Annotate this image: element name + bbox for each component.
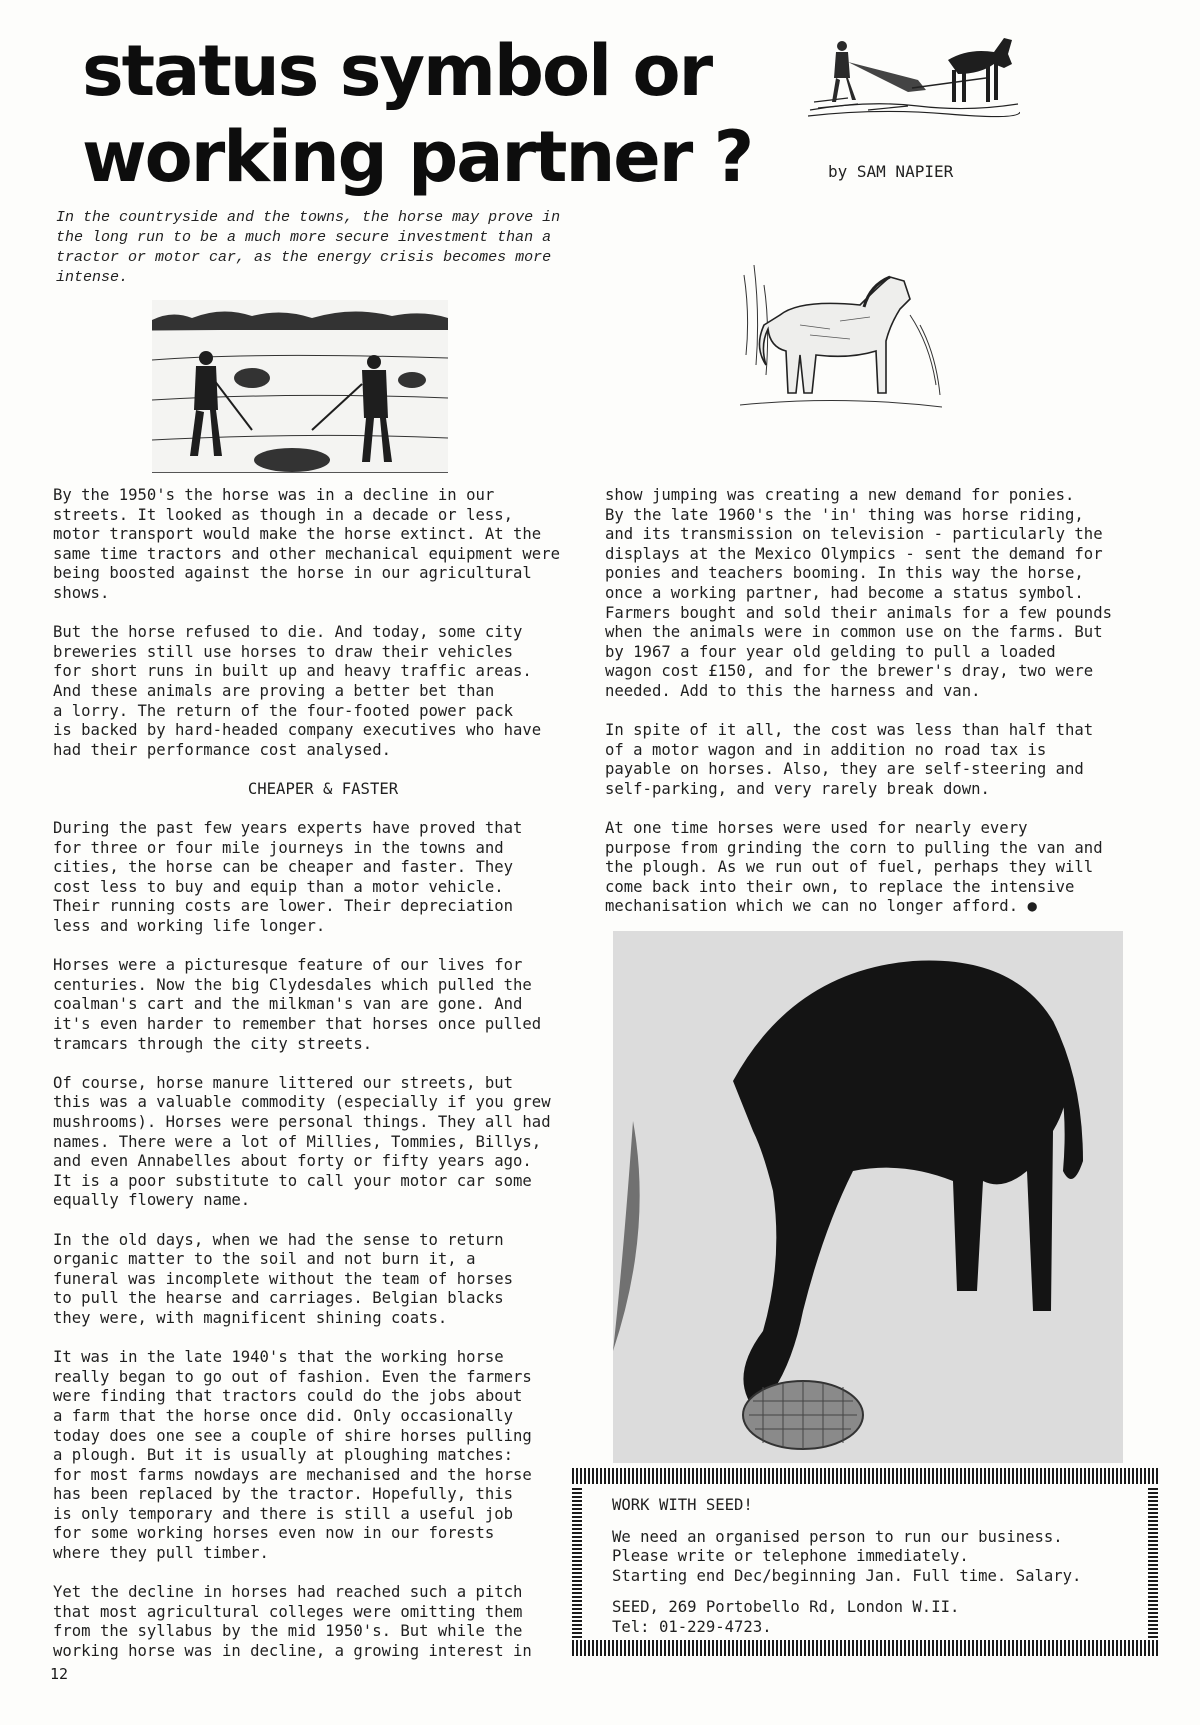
article-paragraph: Yet the decline in horses had reached such a pitch that most agricultural colleges were omitting them from the syllabus by the mid 1950's. But while the working horse was in decline, a growing interest in <box>53 1583 532 1661</box>
article-title: status symbol or working partner ? <box>82 30 753 198</box>
ad-address: SEED, 269 Portobello Rd, London W.II. Tel: 01-229-4723. <box>612 1598 960 1636</box>
article-left-column <box>53 486 593 1681</box>
article-paragraph: show jumping was creating a new demand for ponies. By the late 1960's the 'in' thing was horse riding, and its transmission on television - particularly the displays at the Mexico Olympics - sent the demand for ponies and teachers booming. In this way the horse, once a working partner, had become a status symbol. Farmers bought and sold their animals for a few pounds when the animals were in common use on the farms. But by 1967 a four year old gelding to pull a loaded wagon cost £150, and for the brewer's dray, two were needed. Add to this the harness and van. <box>605 486 1112 700</box>
seed-job-advert <box>572 1468 1158 1656</box>
article-intro: In the countryside and the towns, the horse may prove in the long run to be a much more secure investment than a tractor or motor car, as the energy crisis becomes more intense. <box>56 209 561 286</box>
article-paragraph: It was in the late 1940's that the working horse really began to go out of fashion. Even the farmers were finding that tractors could do the jobs about a farm that the horse once did. Only occasionally today does one see a couple of shire horses pulling a plough. But it is usually at ploughing matches: for most farms nowdays are mechanised and the horse has been replaced by the tractor. Hopefully, this is only temporary and there is still a useful job for some working horses even now in our forests where they pull timber. <box>53 1348 532 1563</box>
pony-illustration <box>740 255 942 415</box>
article-paragraph: During the past few years experts have proved that for three or four mile journeys in the towns and cities, the horse can be cheaper and faster. They cost less to buy and equip than a motor vehicle. Their running costs are lower. Their depreciation less and working life longer. <box>53 819 523 936</box>
article-right-column <box>605 486 1150 937</box>
article-paragraph: In the old days, when we had the sense to return organic matter to the soil and not burn it, a funeral was incomplete without the team of horses to pull the hearse and carriages. Belgian blacks they were, with magnificent shining coats. <box>53 1230 514 1327</box>
article-subheading: CHEAPER & FASTER <box>247 779 399 798</box>
ad-body: We need an organised person to run our business. Please write or telephone immediately. Starting end Dec/beginning Jan. Full time. Salary. <box>612 1527 1082 1585</box>
grazing-horse-photo <box>613 931 1123 1463</box>
article-paragraph: Of course, horse manure littered our streets, but this was a valuable commodity (especially if you grew mushrooms). Horses were personal things. They all had names. There were a lot of Millies, Tommies, Billys, and even Annabelles about forty or fifty years ago. It is a poor substitute to call your motor car some equally flowery name. <box>53 1073 551 1210</box>
article-paragraph: By the 1950's the horse was in a decline in our streets. It looked as though in a decade or less, motor transport would make the horse extinct. At the same time tractors and other mechanical equipment were being boosted against the horse in our agricultural shows. <box>53 486 560 602</box>
article-paragraph: Horses were a picturesque feature of our lives for centuries. Now the big Clydesdales which pulled the coalman's cart and the milkman's van are gone. And it's even harder to remember that horses once pulled tramcars through the city streets. <box>53 956 542 1053</box>
farm-labourers-illustration <box>152 300 448 473</box>
article-paragraph: But the horse refused to die. And today, some city breweries still use horses to draw their vehicles for short runs in built up and heavy traffic areas. And these animals are proving a better bet than a lorry. The return of the four-footed power pack is backed by hard-headed company executives who have had their performance cost analysed. <box>53 623 542 759</box>
article-paragraph: At one time horses were used for nearly every purpose from grinding the corn to pulling the van and the plough. As we run out of fuel, perhaps they will come back into their own, to replace the intensive mechanisation which we can no longer afford. ● <box>605 819 1103 916</box>
ad-heading: WORK WITH SEED! <box>612 1496 753 1514</box>
article-paragraph: In spite of it all, the cost was less than half that of a motor wagon and in addition no road tax is payable on horses. Also, they are self-steering and self-parking, and very rarely break down. <box>605 721 1094 798</box>
page-number: 12 <box>50 1665 69 1683</box>
ploughing-illustration <box>808 30 1020 118</box>
article-byline: by SAM NAPIER <box>828 162 954 181</box>
